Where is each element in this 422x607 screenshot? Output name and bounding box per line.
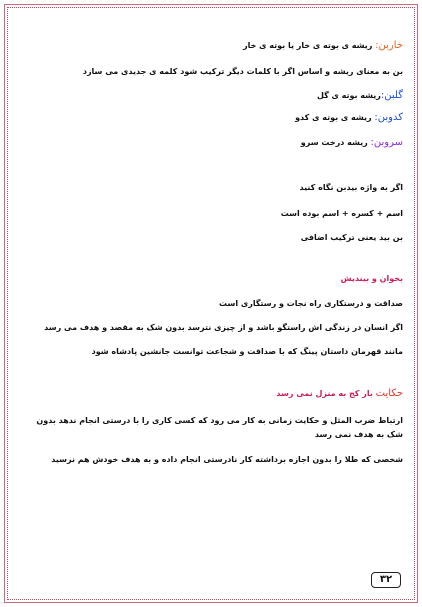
definition-line: بن به معنای ریشه و اساس اگر با کلمات دیگر ترکیب شود کلمه ی جدیدی می سازد: [82, 67, 403, 76]
term-word: خاربن:: [375, 40, 403, 51]
term-definition: ریشه بوته ی گل: [316, 91, 381, 100]
term-kharbon: [18, 40, 403, 52]
story-line: ارتباط ضرب المثل و حکایت زمانی به کار می رود که کسی کاری را با درستی انجام ندهد بدون شک به هدف نمی رسد: [36, 416, 403, 439]
page-number: ۳۲: [371, 572, 401, 588]
note-line: بن بید یعنی ترکیب اضافی: [300, 233, 403, 242]
term-definition: ریشه ی بوته ی کدو: [295, 113, 375, 122]
read-line: صداقت و درستکاری راه نجات و رستگاری است: [219, 299, 403, 308]
story-line: شخصی که طلا را بدون اجازه برداشته کار نادرستی انجام داده و به هدف خودش هم نرسید: [51, 455, 403, 464]
note-line: اگر به واژه بیدبن نگاه کنید: [299, 183, 403, 192]
section-heading-read: بخوان و بیندیش: [340, 274, 403, 283]
story-heading-prefix: حکایت: [375, 388, 403, 399]
term-word: گلبن:: [380, 90, 403, 101]
term-kadoobon: [18, 112, 403, 124]
term-definition: ریشه ی بوته ی خار یا بوته ی خار: [243, 41, 376, 50]
note-line: اسم + کسره + اسم بوده است: [280, 209, 403, 218]
term-word: کدوبن:: [374, 112, 403, 123]
term-word: سروبن:: [370, 137, 403, 148]
read-line: اگر انسان در زندگی اش راستگو باشد و از چیزی نترسد بدون شک به مقصد و هدف می رسد: [44, 323, 403, 332]
term-definition: ریشه درخت سرو: [300, 138, 371, 147]
term-golbon: [18, 90, 403, 102]
read-line: مانند قهرمان داستان پینگ که با صداقت و شجاعت توانست جانشین پادشاه شود: [91, 347, 403, 356]
story-heading-title: بار کج به منزل نمی رسد: [276, 389, 376, 398]
section-heading-story: [18, 388, 403, 400]
term-sarvbon: [18, 137, 403, 149]
